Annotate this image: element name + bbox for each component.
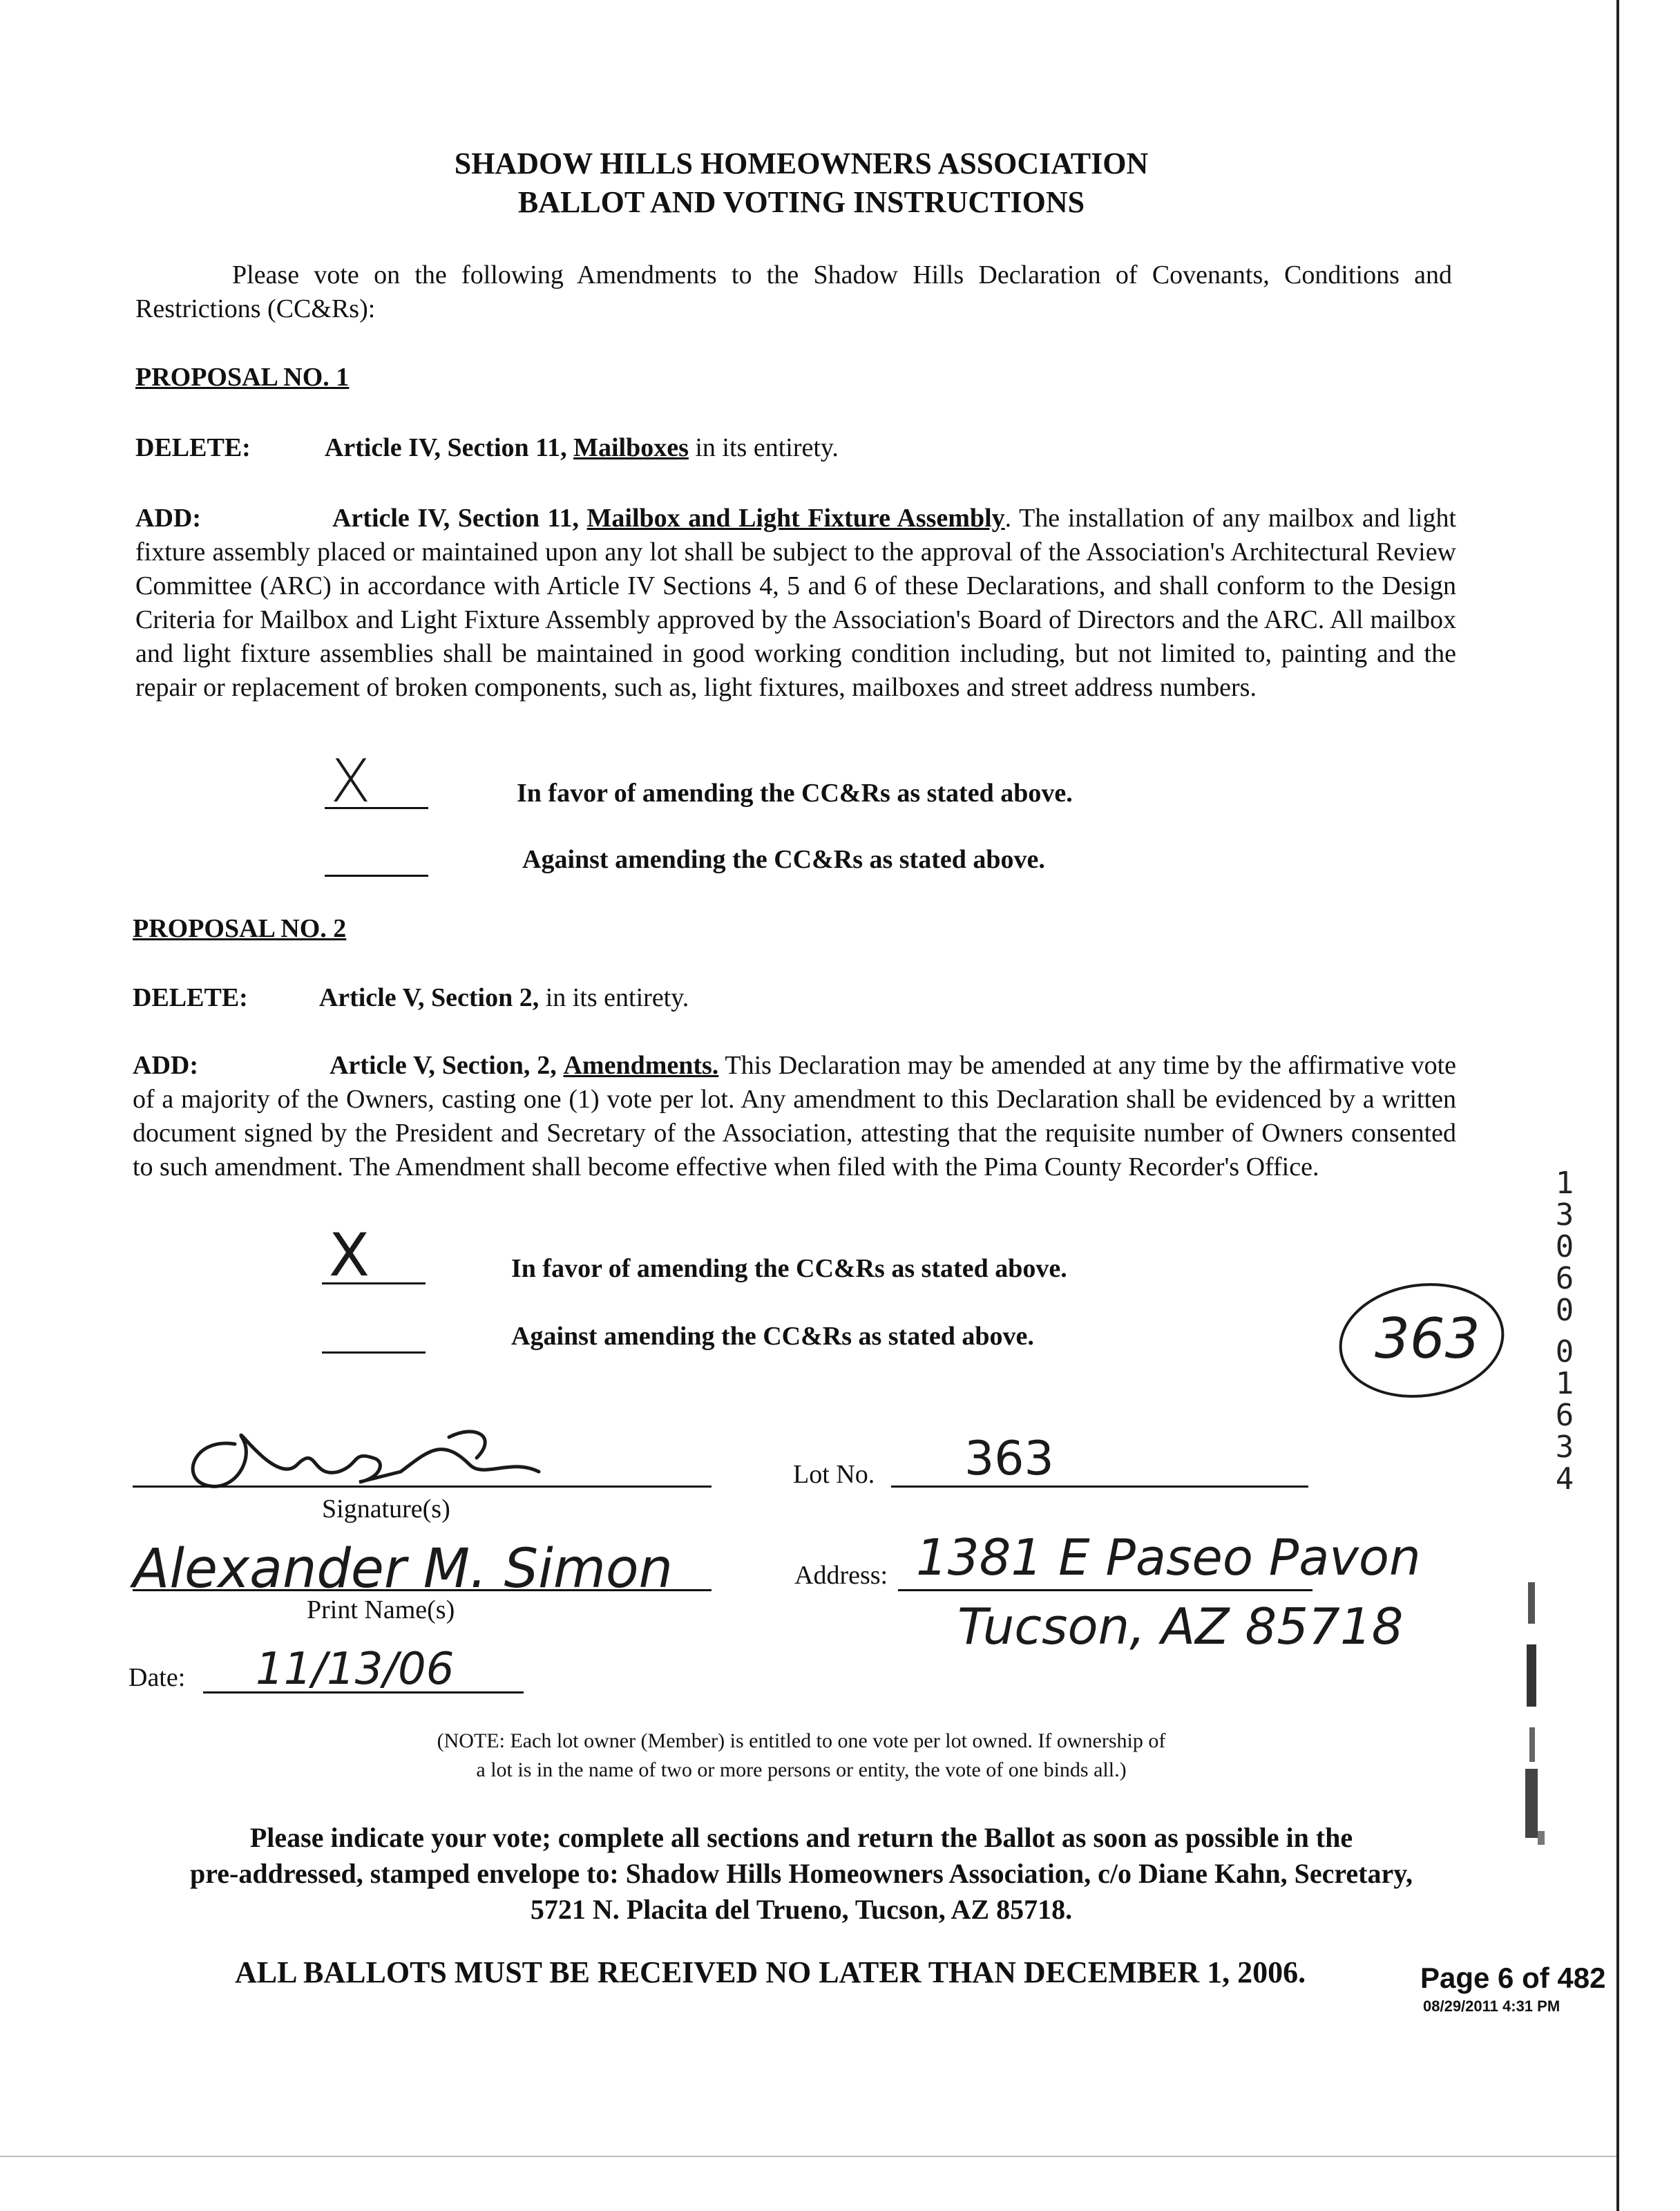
stamp-digit: 1 [1555, 1366, 1574, 1401]
scan-marks [1513, 1582, 1554, 1859]
proposal2-favor-label: In favor of amending the CC&Rs as stated above. [511, 1254, 1067, 1283]
proposal1-add-body: . The installation of any mailbox and light fixture assembly placed or maintained upon any lot shall be subject to the approval of the Association's Architectural Review Committee (ARC) in accordance with Article IV Sections 4, 5 and 6 of these Declarations, and shall conform to the Design Criteria for Mailbox and Light Fixture Assembly approved by the Association's Board of Directors and the ARC. All mailbox and light fixture assemblies shall be maintained in good working condition including, but not limited to, painting and the repair or replacement of broken components, such as, light fixtures, mailboxes and street address numbers. [135, 504, 1457, 702]
vertical-stamp-number [1547, 1168, 1582, 1495]
address-line [898, 1589, 1312, 1591]
date-line [203, 1691, 524, 1693]
proposal1-heading: PROPOSAL NO. 1 [135, 363, 350, 392]
proposal2-delete-ref: Article V, Section 2, [318, 983, 540, 1012]
stamp-digit: 6 [1555, 1398, 1574, 1433]
print-name-value: Alexander M. Simon [133, 1538, 673, 1600]
intro-paragraph: Please vote on the following Amendments to the Shadow Hills Declaration of Covenants, Conditions and Restrictions (CC&Rs): [135, 260, 1452, 323]
proposal1-add-title: Mailbox and Light Fixture Assembly [586, 504, 1005, 533]
stamp-digit: 6 [1555, 1261, 1574, 1296]
stamp-digit: 1 [1555, 1166, 1574, 1201]
proposal2-against-label: Against amending the CC&Rs as stated above. [511, 1322, 1034, 1351]
lot-label: Lot No. [793, 1460, 875, 1489]
stamp-digit: 3 [1555, 1197, 1574, 1233]
proposal1-against-line [325, 875, 428, 877]
instructions-line2: pre-addressed, stamped envelope to: Shadow Hills Homeowners Association, c/o Diane Kahn, Secretary, [190, 1858, 1413, 1889]
proposal2-add-body: This Declaration may be amended at any time by the affirmative vote of a majority of the Owners, casting one (1) vote per lot. Any amendment to this Declaration shall be evidenced by a written document signed by the President and Secretary of the Association, attesting that the requisite number of Owners consented to such amendment. The Amendment shall become effective when filed with the Pima County Recorder's Office. [133, 1051, 1456, 1182]
proposal1-delete-row [135, 431, 1517, 465]
proposal1-against-label: Against amending the CC&Rs as stated above. [522, 845, 1045, 874]
proposal1-delete-label: DELETE: [135, 433, 251, 462]
note-line1: (NOTE: Each lot owner (Member) is entitled to one vote per lot owned. If ownership of [437, 1729, 1166, 1752]
address-line2: Tucson, AZ 85718 [957, 1597, 1404, 1655]
print-name-line [133, 1589, 712, 1591]
page-number-label: Page 6 of 482 [1420, 1962, 1606, 1994]
document-title-line1: SHADOW HILLS HOMEOWNERS ASSOCIATION [454, 146, 1149, 180]
lot-line [891, 1486, 1308, 1488]
date-value: 11/13/06 [256, 1644, 455, 1695]
lot-value: 363 [964, 1432, 1054, 1486]
proposal1-add-label: ADD: [135, 504, 201, 533]
proposal2-delete-tail: in its entirety. [545, 983, 689, 1012]
proposal1-delete-tail: in its entirety. [695, 433, 839, 462]
scan-bottom-line [0, 2156, 1616, 2157]
signature-line [133, 1486, 712, 1488]
date-label: Date: [128, 1663, 186, 1692]
proposal2-add-label: ADD: [133, 1051, 198, 1080]
address-line1: 1381 E Paseo Pavon [916, 1528, 1421, 1586]
proposal2-heading: PROPOSAL NO. 2 [133, 914, 347, 943]
print-name-label: Print Name(s) [307, 1595, 455, 1624]
proposal1-add-ref: Article IV, Section 11, [332, 504, 579, 533]
page-timestamp: 08/29/2011 4:31 PM [1423, 1998, 1560, 2015]
proposal2-add-title: Amendments. [563, 1051, 719, 1080]
proposal2-add-paragraph [133, 1049, 1456, 1184]
proposal2-against-line [322, 1351, 426, 1354]
deadline-notice: ALL BALLOTS MUST BE RECEIVED NO LATER THAN DECEMBER 1, 2006. [235, 1955, 1306, 1989]
proposal2-favor-mark: X [329, 1221, 370, 1290]
proposal1-favor-label: In favor of amending the CC&Rs as stated above. [517, 779, 1073, 808]
proposal2-add-ref: Article V, Section, 2, [329, 1051, 557, 1080]
note-line2: a lot is in the name of two or more persons or entity, the vote of one binds all.) [476, 1758, 1127, 1781]
instructions-line3: 5721 N. Placita del Trueno, Tucson, AZ 85718. [530, 1894, 1073, 1925]
page-edge-line [1616, 0, 1619, 2211]
proposal1-favor-mark: X [330, 747, 371, 816]
stamp-digit: 0 [1555, 1293, 1574, 1328]
proposal1-add-paragraph [135, 502, 1456, 705]
document-title-line2: BALLOT AND VOTING INSTRUCTIONS [517, 185, 1085, 219]
stamp-digit: 4 [1555, 1461, 1574, 1497]
proposal2-delete-label: DELETE: [133, 983, 248, 1012]
address-label: Address: [794, 1561, 888, 1590]
proposal1-delete-title: Mailboxes [573, 433, 689, 462]
signature-scribble [152, 1396, 580, 1499]
circled-lot-number: 363 [1375, 1307, 1480, 1371]
stamp-digit: 3 [1555, 1430, 1574, 1465]
proposal1-delete-ref: Article IV, Section 11, [324, 433, 567, 462]
proposal2-delete-row [133, 981, 1514, 1015]
instructions-line1: Please indicate your vote; complete all sections and return the Ballot as soon as possible in the [249, 1822, 1353, 1853]
stamp-digit: 0 [1555, 1334, 1574, 1369]
signature-label: Signature(s) [322, 1494, 450, 1524]
stamp-digit: 0 [1555, 1229, 1574, 1264]
